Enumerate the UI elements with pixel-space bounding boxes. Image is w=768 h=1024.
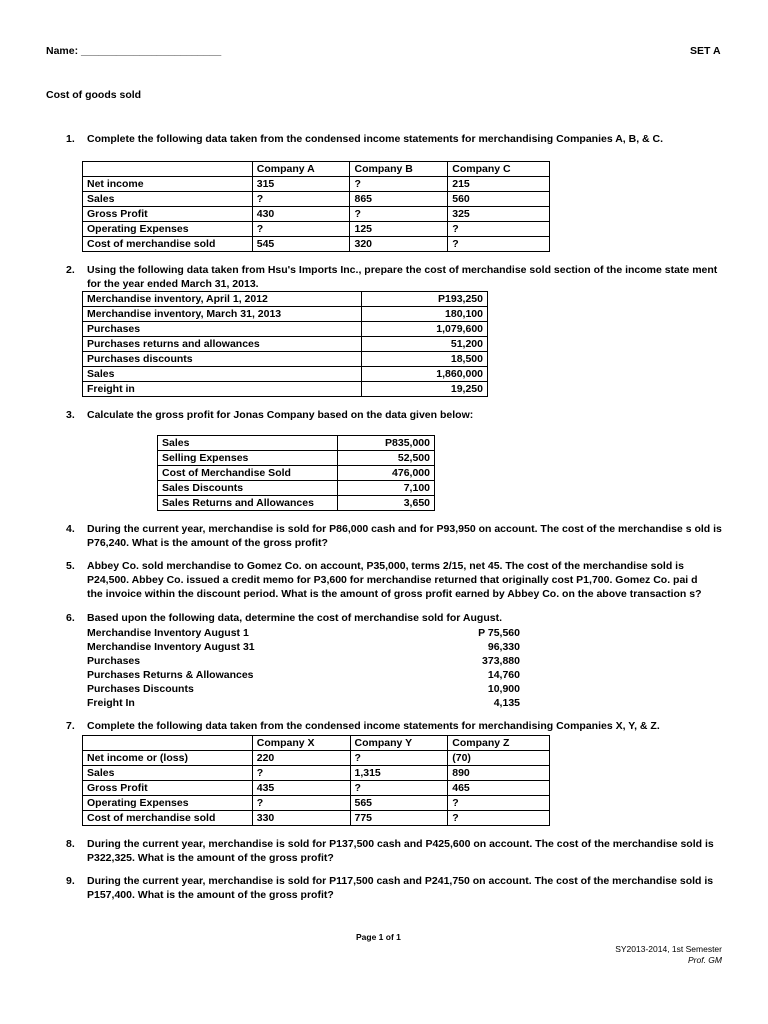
item-label: Purchases bbox=[87, 655, 141, 667]
table-cell: P193,250 bbox=[362, 292, 488, 307]
table-cell: 435 bbox=[252, 781, 350, 796]
table-cell: Cost of Merchandise Sold bbox=[158, 466, 338, 481]
table-header-row bbox=[83, 736, 550, 751]
item-value: 4,135 bbox=[493, 697, 520, 709]
q1-text: Complete the following data taken from the condensed income statements for merchandising Companies A, B, & C. bbox=[87, 133, 664, 145]
table-cell: Cost of merchandise sold bbox=[83, 811, 253, 826]
list-item bbox=[87, 626, 520, 640]
item-value: 96,330 bbox=[487, 641, 520, 653]
table-cell: Sales Returns and Allowances bbox=[158, 496, 338, 511]
item-label: Purchases Returns & Allowances bbox=[87, 669, 254, 681]
table-cell: Purchases bbox=[83, 322, 362, 337]
table-cell: ? bbox=[448, 237, 550, 252]
q8-number: 8. bbox=[66, 838, 75, 850]
q2-text-line2: for the year ended March 31, 2013. bbox=[87, 278, 259, 290]
table-cell: ? bbox=[252, 766, 350, 781]
table-cell: Company X bbox=[252, 736, 350, 751]
list-item bbox=[87, 654, 520, 668]
q5-text-line3: the invoice within the discount period. What is the amount of gross profit earned by Abbey Co. on the above transaction s? bbox=[87, 588, 702, 600]
table-row bbox=[83, 192, 550, 207]
table-cell: Company A bbox=[252, 162, 350, 177]
set-label: SET A bbox=[690, 45, 721, 57]
q6-text: Based upon the following data, determine the cost of merchandise sold for August. bbox=[87, 612, 502, 624]
q5-number: 5. bbox=[66, 560, 75, 572]
table-cell: Operating Expenses bbox=[83, 796, 253, 811]
table-row bbox=[83, 796, 550, 811]
table-row bbox=[158, 496, 435, 511]
item-value: P 75,560 bbox=[478, 627, 520, 639]
table-cell: 19,250 bbox=[362, 382, 488, 397]
table-row bbox=[83, 222, 550, 237]
table-cell: Freight in bbox=[83, 382, 362, 397]
table-cell: ? bbox=[350, 751, 448, 766]
table-cell: Net income bbox=[83, 177, 253, 192]
list-item bbox=[87, 696, 520, 710]
item-label: Freight In bbox=[87, 697, 135, 709]
table-cell: Purchases returns and allowances bbox=[83, 337, 362, 352]
table-cell: 215 bbox=[448, 177, 550, 192]
table-cell: P835,000 bbox=[337, 436, 434, 451]
table-row bbox=[83, 367, 488, 382]
table-cell: 3,650 bbox=[337, 496, 434, 511]
name-label: Name: ________________________ bbox=[46, 45, 222, 57]
table-cell: 1,860,000 bbox=[362, 367, 488, 382]
list-item bbox=[87, 682, 520, 696]
item-value: 10,900 bbox=[487, 683, 520, 695]
table-cell: Sales Discounts bbox=[158, 481, 338, 496]
table-cell: Company C bbox=[448, 162, 550, 177]
semester-label: SY2013-2014, 1st Semester bbox=[615, 944, 722, 954]
table-cell: 430 bbox=[252, 207, 350, 222]
table-cell: 775 bbox=[350, 811, 448, 826]
table-cell: 52,500 bbox=[337, 451, 434, 466]
q3-number: 3. bbox=[66, 409, 75, 421]
table-cell: Purchases discounts bbox=[83, 352, 362, 367]
table-cell bbox=[83, 162, 253, 177]
table-cell: Company Z bbox=[448, 736, 550, 751]
table-cell: ? bbox=[350, 177, 448, 192]
item-label: Merchandise Inventory August 1 bbox=[87, 627, 249, 639]
table-cell: 476,000 bbox=[337, 466, 434, 481]
table-row bbox=[83, 322, 488, 337]
item-label: Purchases Discounts bbox=[87, 683, 194, 695]
table-cell: ? bbox=[252, 192, 350, 207]
item-label: Merchandise Inventory August 31 bbox=[87, 641, 255, 653]
table-cell: Merchandise inventory, April 1, 2012 bbox=[83, 292, 362, 307]
table-row bbox=[83, 207, 550, 222]
table-cell: ? bbox=[448, 796, 550, 811]
table-row bbox=[83, 177, 550, 192]
table-cell: 7,100 bbox=[337, 481, 434, 496]
q4-text-line1: During the current year, merchandise is sold for P86,000 cash and for P93,950 on account. The cost of the merchandise s old is bbox=[87, 523, 722, 535]
section-title: Cost of goods sold bbox=[46, 89, 142, 101]
table-row bbox=[83, 766, 550, 781]
table-cell: 325 bbox=[448, 207, 550, 222]
table-row bbox=[83, 292, 488, 307]
table-row bbox=[83, 811, 550, 826]
q5-text-line1: Abbey Co. sold merchandise to Gomez Co. on account, P35,000, terms 2/15, net 45. The cost of the merchandise sold is bbox=[87, 560, 684, 572]
list-item bbox=[87, 640, 520, 654]
table-cell: ? bbox=[448, 222, 550, 237]
table-row bbox=[83, 237, 550, 252]
table-cell: 330 bbox=[252, 811, 350, 826]
q5-text-line2: P24,500. Abbey Co. issued a credit memo for P3,600 for merchandise returned that originally cost P1,700. Gomez Co. pai d bbox=[87, 574, 698, 586]
q2-table bbox=[82, 291, 488, 397]
q8-text-line1: During the current year, merchandise is sold for P137,500 cash and P425,600 on account. The cost of the merchandise sold is bbox=[87, 838, 714, 850]
table-cell: 51,200 bbox=[362, 337, 488, 352]
table-cell: ? bbox=[350, 781, 448, 796]
table-cell: 890 bbox=[448, 766, 550, 781]
list-item bbox=[87, 668, 520, 682]
item-value: 373,880 bbox=[482, 655, 520, 667]
table-cell: Selling Expenses bbox=[158, 451, 338, 466]
table-cell: 1,315 bbox=[350, 766, 448, 781]
table-cell: 865 bbox=[350, 192, 448, 207]
q7-text: Complete the following data taken from the condensed income statements for merchandising Companies X, Y, & Z. bbox=[87, 720, 660, 732]
table-row bbox=[158, 436, 435, 451]
table-cell: Gross Profit bbox=[83, 207, 253, 222]
table-cell: Cost of merchandise sold bbox=[83, 237, 253, 252]
table-cell: Gross Profit bbox=[83, 781, 253, 796]
table-cell: Company Y bbox=[350, 736, 448, 751]
page-number: Page 1 of 1 bbox=[356, 932, 401, 942]
table-row bbox=[158, 481, 435, 496]
table-cell: ? bbox=[252, 222, 350, 237]
q9-text-line2: P157,400. What is the amount of the gross profit? bbox=[87, 889, 334, 901]
table-cell: 125 bbox=[350, 222, 448, 237]
table-row bbox=[83, 781, 550, 796]
table-cell: 18,500 bbox=[362, 352, 488, 367]
table-row bbox=[83, 751, 550, 766]
q6-number: 6. bbox=[66, 612, 75, 624]
table-cell: Merchandise inventory, March 31, 2013 bbox=[83, 307, 362, 322]
table-cell: 180,100 bbox=[362, 307, 488, 322]
q8-text-line2: P322,325. What is the amount of the gross profit? bbox=[87, 852, 334, 864]
table-cell: ? bbox=[252, 796, 350, 811]
q2-number: 2. bbox=[66, 264, 75, 276]
table-cell: Sales bbox=[83, 192, 253, 207]
table-row bbox=[158, 451, 435, 466]
table-cell: 565 bbox=[350, 796, 448, 811]
table-cell: 1,079,600 bbox=[362, 322, 488, 337]
table-row bbox=[83, 382, 488, 397]
q1-table bbox=[82, 161, 550, 252]
table-cell bbox=[83, 736, 253, 751]
table-cell: 545 bbox=[252, 237, 350, 252]
item-value: 14,760 bbox=[487, 669, 520, 681]
table-cell: Net income or (loss) bbox=[83, 751, 253, 766]
table-cell: ? bbox=[448, 811, 550, 826]
table-cell: Sales bbox=[83, 766, 253, 781]
table-cell: 320 bbox=[350, 237, 448, 252]
table-row bbox=[158, 466, 435, 481]
table-cell: (70) bbox=[448, 751, 550, 766]
table-cell: 560 bbox=[448, 192, 550, 207]
q4-number: 4. bbox=[66, 523, 75, 535]
table-cell: 465 bbox=[448, 781, 550, 796]
q7-number: 7. bbox=[66, 720, 75, 732]
table-cell: Operating Expenses bbox=[83, 222, 253, 237]
q3-table bbox=[157, 435, 435, 511]
q1-number: 1. bbox=[66, 133, 75, 145]
table-cell: ? bbox=[350, 207, 448, 222]
table-cell: Sales bbox=[83, 367, 362, 382]
table-cell: Sales bbox=[158, 436, 338, 451]
q2-text-line1: Using the following data taken from Hsu's Imports Inc., prepare the cost of merchandise sold section of the income state ment bbox=[87, 264, 718, 276]
q7-table bbox=[82, 735, 550, 826]
table-row bbox=[83, 307, 488, 322]
table-header-row bbox=[83, 162, 550, 177]
table-cell: Company B bbox=[350, 162, 448, 177]
table-cell: 315 bbox=[252, 177, 350, 192]
q9-number: 9. bbox=[66, 875, 75, 887]
q4-text-line2: P76,240. What is the amount of the gross profit? bbox=[87, 537, 328, 549]
professor-label: Prof. GM bbox=[687, 955, 722, 965]
q9-text-line1: During the current year, merchandise is sold for P117,500 cash and P241,750 on account. The cost of the merchandise sold is bbox=[87, 875, 714, 887]
q3-text: Calculate the gross profit for Jonas Company based on the data given below: bbox=[87, 409, 474, 421]
table-row bbox=[83, 337, 488, 352]
table-cell: 220 bbox=[252, 751, 350, 766]
table-row bbox=[83, 352, 488, 367]
